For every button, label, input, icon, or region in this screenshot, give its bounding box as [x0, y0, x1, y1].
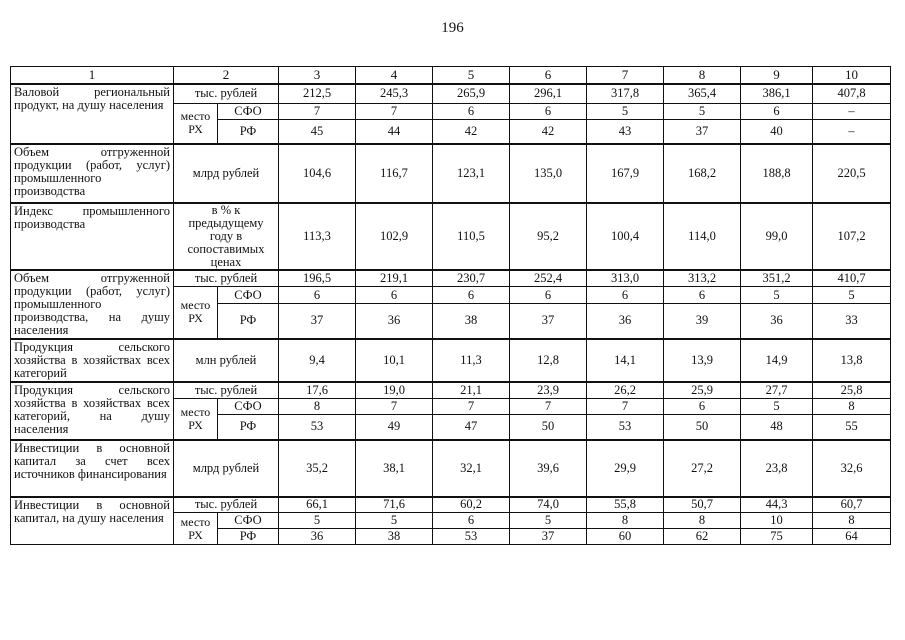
sfo-rank-cell: 6: [433, 287, 510, 304]
value-cell: 313,2: [664, 270, 741, 287]
value-cell: 100,4: [587, 203, 664, 270]
unit-cell: тыс. рублей: [174, 84, 279, 104]
sfo-rank-cell: 7: [356, 399, 433, 415]
value-cell: 55,8: [587, 497, 664, 513]
rf-rank-cell: 37: [664, 120, 741, 144]
rf-rank-cell: 53: [433, 529, 510, 545]
value-cell: 21,1: [433, 382, 510, 399]
indicator-cell: Продукция сельского хозяйства в хозяйствах всех категорий, на душу населения: [11, 382, 174, 440]
sfo-rank-cell: 5: [813, 287, 891, 304]
value-cell: 168,2: [664, 144, 741, 203]
sfo-rank-cell: 5: [510, 513, 587, 529]
value-cell: 25,8: [813, 382, 891, 399]
sfo-rank-cell: 7: [356, 104, 433, 120]
sfo-label-cell: СФО: [218, 513, 279, 529]
indicator-cell: Валовой региональный продукт, на душу населения: [11, 84, 174, 144]
value-cell: 252,4: [510, 270, 587, 287]
value-cell: 107,2: [813, 203, 891, 270]
value-cell: 167,9: [587, 144, 664, 203]
rf-rank-cell: 55: [813, 415, 891, 440]
header-cell: 10: [813, 67, 891, 84]
value-cell: 50,7: [664, 497, 741, 513]
table-row: [11, 270, 891, 287]
rf-rank-cell: 45: [279, 120, 356, 144]
sfo-rank-cell: 10: [741, 513, 813, 529]
page-number: 196: [441, 20, 464, 36]
rf-rank-cell: 40: [741, 120, 813, 144]
sfo-rank-cell: 6: [433, 513, 510, 529]
value-cell: 317,8: [587, 84, 664, 104]
sfo-rank-cell: 8: [279, 399, 356, 415]
rf-rank-cell: 36: [356, 304, 433, 339]
table-row: [11, 440, 891, 497]
rf-rank-cell: 36: [587, 304, 664, 339]
rf-rank-cell: 53: [279, 415, 356, 440]
header-cell: 8: [664, 67, 741, 84]
rf-rank-cell: 36: [279, 529, 356, 545]
rank-label-cell: место РХ: [174, 399, 218, 440]
indicator-cell: Инвестиции в основной капитал, на душу населения: [11, 497, 174, 545]
value-cell: 296,1: [510, 84, 587, 104]
rf-rank-cell: 37: [279, 304, 356, 339]
value-cell: 230,7: [433, 270, 510, 287]
sfo-rank-cell: 6: [741, 104, 813, 120]
rf-rank-cell: 60: [587, 529, 664, 545]
sfo-rank-cell: 7: [587, 399, 664, 415]
sfo-rank-cell: 8: [664, 513, 741, 529]
rf-rank-cell: 43: [587, 120, 664, 144]
sfo-rank-cell: –: [813, 104, 891, 120]
header-cell: 6: [510, 67, 587, 84]
value-cell: 39,6: [510, 440, 587, 497]
rf-rank-cell: 42: [510, 120, 587, 144]
indicator-cell: Продукция сельского хозяйства в хозяйствах всех категорий: [11, 339, 174, 382]
header-cell: 2: [174, 67, 279, 84]
sfo-rank-cell: 8: [813, 399, 891, 415]
header-cell: 5: [433, 67, 510, 84]
unit-cell: млн рублей: [174, 339, 279, 382]
table-row: [11, 203, 891, 270]
sfo-rank-cell: 5: [664, 104, 741, 120]
sfo-rank-cell: 5: [741, 287, 813, 304]
sfo-rank-cell: 6: [356, 287, 433, 304]
value-cell: 265,9: [433, 84, 510, 104]
table-row: [11, 339, 891, 382]
sfo-rank-cell: 7: [510, 399, 587, 415]
value-cell: 313,0: [587, 270, 664, 287]
unit-cell: млрд рублей: [174, 440, 279, 497]
value-cell: 196,5: [279, 270, 356, 287]
value-cell: 114,0: [664, 203, 741, 270]
value-cell: 26,2: [587, 382, 664, 399]
value-cell: 60,7: [813, 497, 891, 513]
value-cell: 14,1: [587, 339, 664, 382]
rf-rank-cell: 37: [510, 529, 587, 545]
value-cell: 95,2: [510, 203, 587, 270]
sfo-rank-cell: 5: [279, 513, 356, 529]
sfo-rank-cell: 5: [356, 513, 433, 529]
rf-rank-cell: 47: [433, 415, 510, 440]
rf-label-cell: РФ: [218, 529, 279, 545]
header-cell: 7: [587, 67, 664, 84]
rf-rank-cell: 39: [664, 304, 741, 339]
rf-rank-cell: 53: [587, 415, 664, 440]
header-cell: 4: [356, 67, 433, 84]
sfo-rank-cell: 6: [510, 287, 587, 304]
value-cell: 13,8: [813, 339, 891, 382]
rf-label-cell: РФ: [218, 304, 279, 339]
indicator-cell: Объем отгруженной продукции (работ, услуг) промышленного производства: [11, 144, 174, 203]
rf-rank-cell: 62: [664, 529, 741, 545]
table-row: [11, 497, 891, 513]
value-cell: 27,7: [741, 382, 813, 399]
sfo-rank-cell: 8: [587, 513, 664, 529]
unit-cell: тыс. рублей: [174, 497, 279, 513]
value-cell: 27,2: [664, 440, 741, 497]
rf-rank-cell: 44: [356, 120, 433, 144]
rf-rank-cell: 75: [741, 529, 813, 545]
value-cell: 113,3: [279, 203, 356, 270]
value-cell: 44,3: [741, 497, 813, 513]
header-cell: 3: [279, 67, 356, 84]
sfo-rank-cell: 8: [813, 513, 891, 529]
rf-rank-cell: 49: [356, 415, 433, 440]
value-cell: 102,9: [356, 203, 433, 270]
value-cell: 104,6: [279, 144, 356, 203]
rf-rank-cell: 33: [813, 304, 891, 339]
value-cell: 365,4: [664, 84, 741, 104]
unit-cell: млрд рублей: [174, 144, 279, 203]
indicator-cell: Индекс промышленного производства: [11, 203, 174, 270]
rf-rank-cell: 37: [510, 304, 587, 339]
table-row: [11, 144, 891, 203]
sfo-label-cell: СФО: [218, 399, 279, 415]
value-cell: 12,8: [510, 339, 587, 382]
sfo-rank-cell: 6: [587, 287, 664, 304]
rf-rank-cell: 42: [433, 120, 510, 144]
value-cell: 29,9: [587, 440, 664, 497]
rf-rank-cell: 50: [664, 415, 741, 440]
indicator-cell: Объем отгруженной продукции (работ, услуг) промышленного производства, на душу населения: [11, 270, 174, 339]
sfo-rank-cell: 6: [433, 104, 510, 120]
value-cell: 410,7: [813, 270, 891, 287]
value-cell: 135,0: [510, 144, 587, 203]
value-cell: 220,5: [813, 144, 891, 203]
value-cell: 212,5: [279, 84, 356, 104]
sfo-rank-cell: 5: [741, 399, 813, 415]
rf-rank-cell: –: [813, 120, 891, 144]
unit-cell: тыс. рублей: [174, 382, 279, 399]
sfo-rank-cell: 7: [279, 104, 356, 120]
value-cell: 351,2: [741, 270, 813, 287]
value-cell: 11,3: [433, 339, 510, 382]
value-cell: 245,3: [356, 84, 433, 104]
value-cell: 66,1: [279, 497, 356, 513]
rank-label-cell: место РХ: [174, 104, 218, 144]
value-cell: 23,8: [741, 440, 813, 497]
sfo-rank-cell: 6: [664, 287, 741, 304]
rf-rank-cell: 38: [433, 304, 510, 339]
value-cell: 19,0: [356, 382, 433, 399]
sfo-rank-cell: 7: [433, 399, 510, 415]
value-cell: 219,1: [356, 270, 433, 287]
header-row: [11, 67, 891, 84]
value-cell: 17,6: [279, 382, 356, 399]
value-cell: 9,4: [279, 339, 356, 382]
unit-cell: в % к предыдущему году в сопоставимых ценах: [174, 203, 279, 270]
value-cell: 116,7: [356, 144, 433, 203]
rf-label-cell: РФ: [218, 120, 279, 144]
table-row: [11, 382, 891, 399]
value-cell: 386,1: [741, 84, 813, 104]
rf-rank-cell: 36: [741, 304, 813, 339]
sfo-rank-cell: 6: [664, 399, 741, 415]
value-cell: 32,6: [813, 440, 891, 497]
value-cell: 60,2: [433, 497, 510, 513]
sfo-label-cell: СФО: [218, 287, 279, 304]
value-cell: 10,1: [356, 339, 433, 382]
rank-label-cell: место РХ: [174, 287, 218, 339]
sfo-rank-cell: 6: [279, 287, 356, 304]
statistics-table: [10, 66, 891, 545]
value-cell: 32,1: [433, 440, 510, 497]
value-cell: 188,8: [741, 144, 813, 203]
table-row: [11, 84, 891, 104]
value-cell: 74,0: [510, 497, 587, 513]
value-cell: 71,6: [356, 497, 433, 513]
value-cell: 13,9: [664, 339, 741, 382]
sfo-label-cell: СФО: [218, 104, 279, 120]
value-cell: 110,5: [433, 203, 510, 270]
value-cell: 99,0: [741, 203, 813, 270]
value-cell: 23,9: [510, 382, 587, 399]
table-body: [11, 67, 891, 545]
rf-rank-cell: 38: [356, 529, 433, 545]
indicator-cell: Инвестиции в основной капитал за счет всех источников финансирования: [11, 440, 174, 497]
value-cell: 14,9: [741, 339, 813, 382]
unit-cell: тыс. рублей: [174, 270, 279, 287]
rf-rank-cell: 50: [510, 415, 587, 440]
header-cell: 9: [741, 67, 813, 84]
rank-label-cell: место РХ: [174, 513, 218, 545]
header-cell: 1: [11, 67, 174, 84]
rf-rank-cell: 64: [813, 529, 891, 545]
sfo-rank-cell: 6: [510, 104, 587, 120]
value-cell: 123,1: [433, 144, 510, 203]
rf-rank-cell: 48: [741, 415, 813, 440]
value-cell: 407,8: [813, 84, 891, 104]
value-cell: 25,9: [664, 382, 741, 399]
sfo-rank-cell: 5: [587, 104, 664, 120]
value-cell: 35,2: [279, 440, 356, 497]
rf-label-cell: РФ: [218, 415, 279, 440]
value-cell: 38,1: [356, 440, 433, 497]
